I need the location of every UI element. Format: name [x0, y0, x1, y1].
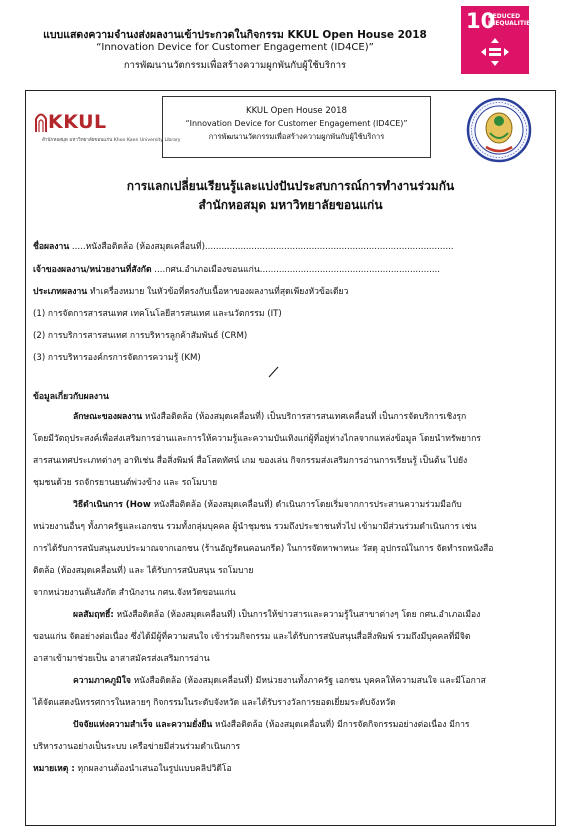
method-line-4: ติดล้อ (ห้องสมุดเคลื่อนที่) และ ได้รับการสนับสนุน รถโมบาย — [33, 566, 254, 576]
type-label: ประเภทผลงาน — [33, 287, 88, 297]
method-line-3: การได้รับการสนับสนุนงบประมาณจากเอกชน (ร้านอัญรัตนคอนกรีต) ในการจัดหาพาหนะ วัสดุ อุปกรณ์ในการ จัดทำรถหนังสือ — [33, 544, 494, 554]
sdg-label-line1: REDUCED — [488, 13, 521, 20]
work-name-value: .....หนังสือติดล้อ (ห้องสมุดเคลื่อนที่)........................................................................................... — [69, 242, 454, 252]
event-name: KKUL Open House 2018 — [246, 106, 347, 116]
note-row — [33, 761, 548, 775]
form-subtitle-en: “Innovation Device for Customer Engagement (ID4CE)” — [96, 42, 374, 53]
main-heading: การแลกเปลี่ยนเรียนรู้และแบ่งปันประสบการณ์การทำงานร่วมกัน — [126, 179, 455, 193]
library-arch-icon — [34, 109, 48, 133]
factor-row — [33, 717, 548, 731]
owner-row — [33, 262, 548, 276]
characteristics-label: ลักษณะของผลงาน — [73, 412, 143, 422]
form-title: แบบแสดงความจำนงส่งผลงานเข้าประกวดในกิจกรรม KKUL Open House 2018 — [43, 29, 427, 41]
sdg-badge — [461, 6, 535, 74]
sdg-number: 10 — [466, 9, 496, 33]
characteristics-row — [33, 409, 548, 423]
form-subtitle-th: การพัฒนานวัตกรรมเพื่อสร้างความผูกพันกับผู้ใช้บริการ — [123, 60, 347, 71]
characteristics-line-4: ชุมชนด้วย รถจักรยานยนต์พ่วงข้าง และ รถโมบาย — [33, 478, 218, 488]
factor-text: หนังสือติดล้อ (ห้องสมุดเคลื่อนที่) มีการจัดกิจกรรมอย่างต่อเนื่อง มีการ — [212, 720, 470, 730]
sdg-label — [488, 13, 535, 27]
characteristics-line-3: สารสนเทศประเภทต่างๆ อาทิเช่น สื่อสิ่งพิมพ์ สื่อโสตทัศน์ เกม ของเล่น กิจกรรมส่งเสริมการอ่านการเรียนรู้ เป็นต้น ไปยัง — [33, 456, 468, 466]
type-row — [33, 284, 548, 298]
result-line-3: อาสาเข้ามาช่วยเป็น อาสาสมัครส่งเสริมการอ่าน — [33, 654, 210, 664]
factor-label: ปัจจัยแห่งความสำเร็จ และความยั่งยืน — [73, 720, 213, 730]
characteristics-text: หนังสือติดล้อ (ห้องสมุดเคลื่อนที่) เป็นบริการสารสนเทศเคลื่อนที่ เป็นการจัดบริการเชิงรุก — [142, 412, 467, 422]
owner-value: ....กศน.อำเภอเมืองขอนแก่น.................................................................. — [151, 265, 441, 275]
method-line-2: หน่วยงานอื่นๆ ทั้งภาครัฐและเอกชน รวมทั้งกลุ่มบุคคล ผู้นำชุมชน รวมถึงประชาชนทั่วไป เข้ามามีส่วนร่วมดำเนินการ เช่น — [33, 522, 477, 532]
characteristics-line-2: โดยมีวัตถุประสงค์เพื่อส่งเสริมการอ่านและการให้ความรู้และความบันเทิงแก่ผู้ที่อยู่ห่างไกลจากแหล่งข้อมูล โดยนำทรัพยากร — [33, 434, 481, 444]
event-theme-th: การพัฒนานวัตกรรมเพื่อสร้างความผูกพันกับผู้ใช้บริการ — [208, 132, 385, 141]
check-mark-icon — [268, 366, 280, 378]
pride-label: ความภาคภูมิใจ — [73, 676, 131, 686]
result-label: ผลสัมฤทธิ์: — [73, 610, 114, 620]
method-line-5: จากหน่วยงานต้นสังกัด สำนักงาน กศน.จังหวัดขอนแก่น — [33, 588, 236, 598]
info-heading: ข้อมูลเกี่ยวกับผลงาน — [33, 392, 109, 402]
type-option-it: (1) การจัดการสารสนเทศ เทคโนโลยีสารสนเทศ และนวัตกรรม (IT) — [33, 309, 282, 319]
method-label: วิธีดำเนินการ (How — [73, 500, 151, 510]
type-instruction: ทำเครื่องหมาย ในหัวข้อที่ตรงกับเนื้อหาของผลงานที่สุดเพียงหัวข้อเดียว — [87, 287, 349, 297]
event-theme-en: “Innovation Device for Customer Engagement (ID4CE)” — [185, 119, 408, 128]
type-option-crm: (2) การบริการสารสนเทศ การบริหารลูกค้าสัมพันธ์ (CRM) — [33, 331, 248, 341]
result-row — [33, 607, 548, 621]
type-option-km: (3) การบริหารองค์กรการจัดการความรู้ (KM) — [33, 353, 201, 363]
logo-text: KKUL — [48, 111, 107, 133]
equals-arrows-icon — [480, 37, 510, 67]
method-text: หนังสือติดล้อ (ห้องสมุดเคลื่อนที่) ดำเนินการโดยเริ่มจากการประสานความร่วมมือกับ — [150, 500, 462, 510]
pride-text: หนังสือติดล้อ (ห้องสมุดเคลื่อนที่) มีหน่วยงานทั้งภาครัฐ เอกชน บุคคลให้ความสนใจ และมีโอกาส — [130, 676, 486, 686]
result-line-2: ขอนแก่น จัดอย่างต่อเนื่อง ซึ่งได้มีผู้ที่ความสนใจ เข้าร่วมกิจกรรม และได้รับการสนับสนุนสื่อสิ่งพิมพ์ รวมถึงมีบุคคลที่มีจิต — [33, 632, 471, 642]
work-name-label: ชื่อผลงาน — [33, 242, 70, 252]
method-row — [33, 497, 548, 511]
pride-row — [33, 673, 548, 687]
factor-line-2: บริหารงานอย่างเป็นระบบ เครือข่ายมีส่วนร่วมดำเนินการ — [33, 742, 241, 752]
event-info-box — [162, 96, 431, 158]
main-subheading: สำนักหอสมุด มหาวิทยาลัยขอนแก่น — [198, 198, 383, 212]
kkul-logo — [34, 103, 181, 153]
government-seal-icon — [466, 97, 532, 163]
note-text: ทุกผลงานต้องนำเสนอในรูปแบบคลิปวิดีโอ — [74, 764, 232, 774]
sdg-label-line2: INEQUALITIES — [488, 20, 535, 27]
pride-line-2: ได้จัดแสดงนิทรรศการในหลายๆ กิจกรรมในระดับจังหวัด และได้รับรางวัลการยอดเยี่ยมระดับจังหวัด — [33, 698, 396, 708]
logo-subtext: สำนักหอสมุด มหาวิทยาลัยขอนแก่น Khon Kaen University Library — [42, 138, 181, 143]
result-text: หนังสือติดล้อ (ห้องสมุดเคลื่อนที่) เป็นการให้ข่าวสารและความรู้ในสาขาต่างๆ โดย กศน.อำเภอเมือง — [113, 610, 481, 620]
owner-label: เจ้าของผลงาน/หน่วยงานที่สังกัด — [33, 265, 152, 275]
work-name-row — [33, 239, 548, 253]
note-label: หมายเหตุ : — [33, 764, 75, 774]
